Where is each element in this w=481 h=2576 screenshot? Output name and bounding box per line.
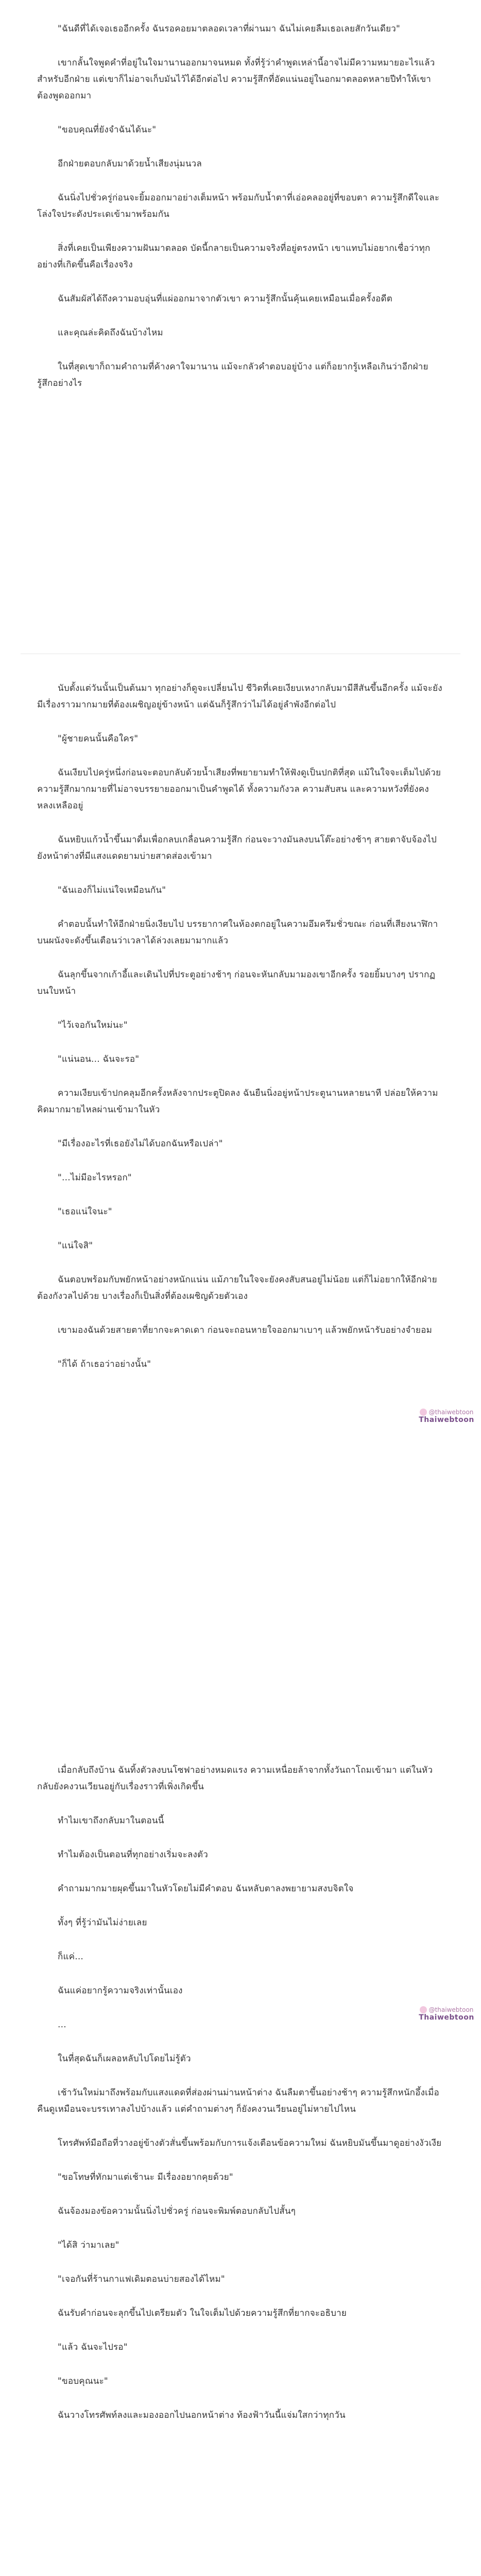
story-paragraph: "ฉันเองก็ไม่แน่ใจเหมือนกัน" (58, 885, 166, 895)
story-paragraph: เช้าวันใหม่มาถึงพร้อมกับแสงแดดที่ส่องผ่านม่านหน้าต่าง ฉันลืมตาขึ้นอย่างช้าๆ ความรู้สึกหนักอึ้งเมื่อคืนดูเหมือนจะบรรเทาลงไปบ้างแล้ว แต่คำถามต่างๆ ก็ยังคงวนเวียนอยู่ไม่หายไปไหน (37, 2088, 439, 2114)
story-paragraph: ก็แค่... (58, 1952, 84, 1962)
story-paragraph: "ขอบคุณที่ยังจำฉันได้นะ" (58, 125, 157, 135)
story-paragraph: "เธอแน่ใจนะ" (58, 1207, 112, 1217)
text-section-3 (37, 1762, 444, 2441)
story-paragraph: สิ่งที่เคยเป็นเพียงความฝันมาตลอด บัดนี้กลายเป็นความจริงที่อยู่ตรงหน้า เขาแทบไม่อยากเชื่อว่าทุกอย่างที่เกิดขึ้นคือเรื่องจริง (37, 243, 431, 270)
watermark: @thaiwebtoon Thaiwebtoon (419, 2006, 474, 2022)
story-paragraph: ในที่สุดเขาก็ถามคำถามที่ค้างคาใจมานาน แม้จะกลัวคำตอบอยู่บ้าง แต่ก็อยากรู้เหลือเกินว่าอีกฝ่ายรู้สึกอย่างไร (37, 362, 428, 388)
story-paragraph: ทำไมเขาถึงกลับมาในตอนนี้ (58, 1816, 164, 1826)
story-paragraph: ฉันตอบพร้อมกับพยักหน้าอย่างหนักแน่น แม้ภายในใจจะยังคงสับสนอยู่ไม่น้อย แต่ก็ไม่อยากให้อีกฝ่ายต้องกังวลไปด้วย บางเรื่องก็เป็นสิ่งที่ต้องเผชิญด้วยตัวเอง (37, 1275, 437, 1301)
story-paragraph: เขากลั้นใจพูดคำที่อยู่ในใจมานานออกมาจนหมด ทั้งที่รู้ว่าคำพูดเหล่านี้อาจไม่มีความหมายอะไรแล้วสำหรับอีกฝ่าย แต่เขาก็ไม่อาจเก็บมันไว้ได้อีกต่อไป ความรู้สึกที่อัดแน่นอยู่ในอกมาตลอดหลายปีทำให้เขาต้องพูดออกมา (37, 58, 435, 101)
story-paragraph: ฉันวางโทรศัพท์ลงและมองออกไปนอกหน้าต่าง ท้องฟ้าวันนี้แจ่มใสกว่าทุกวัน (58, 2410, 346, 2420)
story-paragraph: "ฉันดีที่ได้เจอเธออีกครั้ง ฉันรอคอยมาตลอดเวลาที่ผ่านมา ฉันไม่เคยลืมเธอเลยสักวันเดียว" (58, 24, 401, 34)
story-paragraph: ฉันเงียบไปครู่หนึ่งก่อนจะตอบกลับด้วยน้ำเสียงที่พยายามทำให้ฟังดูเป็นปกติที่สุด แม้ในใจจะเต็มไปด้วยความรู้สึกมากมายที่ไม่อาจบรรยายออกมาเป็นคำพูดได้ ทั้งความกังวล ความสับสน และความหวังที่ยังคงหลงเหลืออยู่ (37, 768, 441, 811)
story-paragraph: "ขอบคุณนะ" (58, 2376, 108, 2386)
story-paragraph: "เจอกันที่ร้านกาแฟเดิมตอนบ่ายสองได้ไหม" (58, 2274, 225, 2284)
story-paragraph: ทำไมต้องเป็นตอนที่ทุกอย่างเริ่มจะลงตัว (58, 1850, 209, 1860)
story-paragraph: ฉันหยิบแก้วน้ำขึ้นมาดื่มเพื่อกลบเกลื่อนความรู้สึก ก่อนจะวางมันลงบนโต๊ะอย่างช้าๆ สายตาจับจ้องไปยังหน้าต่างที่มีแสงแดดยามบ่ายสาดส่องเข้ามา (37, 835, 437, 861)
story-paragraph: "มีเรื่องอะไรที่เธอยังไม่ได้บอกฉันหรือเปล่า" (58, 1139, 223, 1149)
story-paragraph: เมื่อกลับถึงบ้าน ฉันทิ้งตัวลงบนโซฟาอย่างหมดแรง ความเหนื่อยล้าจากทั้งวันถาโถมเข้ามา แต่ในหัวกลับยังคงวนเวียนอยู่กับเรื่องราวที่เพิ่งเกิดขึ้น (37, 1765, 433, 1792)
story-paragraph: นับตั้งแต่วันนั้นเป็นต้นมา ทุกอย่างก็ดูจะเปลี่ยนไป ชีวิตที่เคยเงียบเหงากลับมามีสีสันขึ้นอีกครั้ง แม้จะยังมีเรื่องราวมากมายที่ต้องเผชิญอยู่ข้างหน้า แต่ฉันก็รู้สึกว่าไม่ได้อยู่ลำพังอีกต่อไป (37, 683, 442, 710)
story-paragraph: เขามองฉันด้วยสายตาที่ยากจะคาดเดา ก่อนจะถอนหายใจออกมาเบาๆ แล้วพยักหน้ารับอย่างจำยอม (58, 1325, 433, 1335)
story-paragraph: "ก็ได้ ถ้าเธอว่าอย่างนั้น" (58, 1359, 151, 1369)
story-paragraph: ฉันแค่อยากรู้ความจริงเท่านั้นเอง (58, 1986, 183, 1996)
story-paragraph: ในที่สุดฉันก็เผลอหลับไปโดยไม่รู้ตัว (58, 2054, 191, 2064)
story-paragraph: "แน่ใจสิ" (58, 1241, 93, 1251)
story-paragraph: ฉันลุกขึ้นจากเก้าอี้และเดินไปที่ประตูอย่างช้าๆ ก่อนจะหันกลับมามองเขาอีกครั้ง รอยยิ้มบางๆ ปรากฏบนใบหน้า (37, 970, 436, 996)
paw-icon (420, 2006, 427, 2013)
story-paragraph: ทั้งๆ ที่รู้ว่ามันไม่ง่ายเลย (58, 1918, 147, 1928)
story-paragraph: ฉันรับคำก่อนจะลุกขึ้นไปเตรียมตัว ในใจเต็มไปด้วยความรู้สึกที่ยากจะอธิบาย (58, 2308, 347, 2318)
story-paragraph: ฉันนิ่งไปชั่วครู่ก่อนจะยิ้มออกมาอย่างเต็มหน้า พร้อมกับน้ำตาที่เอ่อคลออยู่ที่ขอบตา ความรู้สึกดีใจและโล่งใจประดังประเดเข้ามาพร้อมกัน (37, 193, 440, 219)
story-paragraph: "แล้ว ฉันจะไปรอ" (58, 2342, 128, 2352)
story-paragraph: "แน่นอน... ฉันจะรอ" (58, 1054, 140, 1064)
text-section-2 (37, 680, 444, 1390)
section-divider (0, 649, 481, 658)
story-paragraph: และคุณล่ะคิดถึงฉันบ้างไหม (58, 328, 163, 338)
story-paragraph: อีกฝ่ายตอบกลับมาด้วยน้ำเสียงนุ่มนวล (58, 159, 202, 169)
story-paragraph: "ผู้ชายคนนั้นคือใคร" (58, 734, 139, 744)
story-paragraph: "ขอโทษที่ทักมาแต่เช้านะ มีเรื่องอยากคุยด้วย" (58, 2172, 233, 2182)
story-paragraph: คำตอบนั้นทำให้อีกฝ่ายนิ่งเงียบไป บรรยากาศในห้องตกอยู่ในความอึมครึมชั่วขณะ ก่อนที่เสียงนาฬิกาบนผนังจะดังขึ้นเตือนว่าเวลาได้ล่วงเลยมามากแล้ว (37, 919, 438, 946)
story-paragraph: "ได้สิ ว่ามาเลย" (58, 2240, 119, 2250)
story-paragraph: "...ไม่มีอะไรหรอก" (58, 1173, 132, 1183)
story-paragraph: คำถามมากมายผุดขึ้นมาในหัวโดยไม่มีคำตอบ ฉันหลับตาลงพยายามสงบจิตใจ (58, 1884, 354, 1894)
story-paragraph: "ไว้เจอกันใหม่นะ" (58, 1020, 128, 1030)
story-paragraph: ฉันสัมผัสได้ถึงความอบอุ่นที่แผ่ออกมาจากตัวเขา ความรู้สึกนั้นคุ้นเคยเหมือนเมื่อครั้งอดีต (58, 294, 392, 304)
story-paragraph: ... (58, 2020, 66, 2030)
paw-icon (420, 1409, 427, 1416)
text-section-1 (37, 21, 444, 409)
story-paragraph: ฉันจ้องมองข้อความนั้นนิ่งไปชั่วครู่ ก่อนจะพิมพ์ตอบกลับไปสั้นๆ (58, 2206, 296, 2216)
story-paragraph: ความเงียบเข้าปกคลุมอีกครั้งหลังจากประตูปิดลง ฉันยืนนิ่งอยู่หน้าประตูนานหลายนาที ปล่อยให้ความคิดมากมายไหลผ่านเข้ามาในหัว (37, 1088, 438, 1115)
watermark: @thaiwebtoon Thaiwebtoon (419, 1409, 474, 1424)
story-paragraph: โทรศัพท์มือถือที่วางอยู่ข้างตัวสั่นขึ้นพร้อมกับการแจ้งเตือนข้อความใหม่ ฉันหยิบมันขึ้นมาดูอย่างงัวเงีย (58, 2138, 442, 2148)
